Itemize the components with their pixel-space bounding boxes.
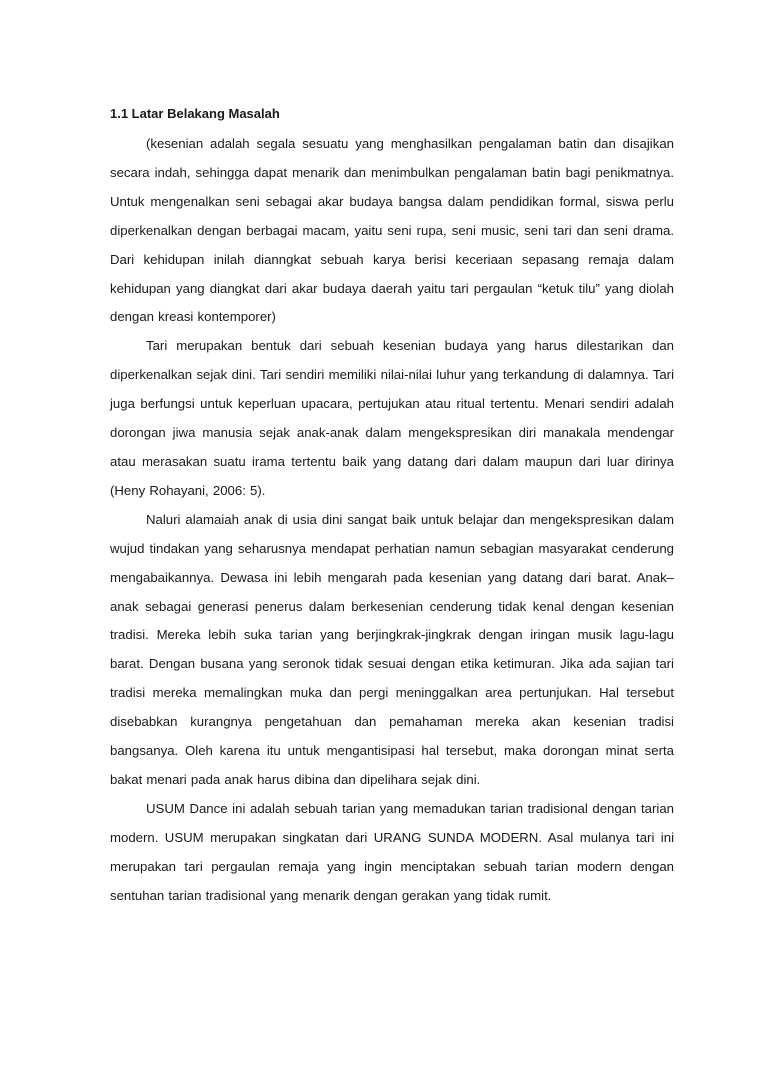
section-heading: 1.1 Latar Belakang Masalah <box>110 106 280 121</box>
document-page <box>110 104 674 910</box>
paragraph-4: USUM Dance ini adalah sebuah tarian yang memadukan tarian tradisional dengan tarian modern. USUM merupakan singkatan dari URANG SUNDA MODERN. Asal mulanya tari ini merupakan tari pergaulan remaja yang ingin menciptakan sebuah tarian modern dengan sentuhan tarian tradisional yang menarik dengan gerakan yang tidak rumit. <box>110 800 674 903</box>
paragraph-2: Tari merupakan bentuk dari sebuah kesenian budaya yang harus dilestarikan dan diperkenalkan sejak dini. Tari sendiri memiliki nilai-nilai luhur yang terkandung di dalamnya. Tari juga berfungsi untuk keperluan upacara, pertujukan atau ritual tertentu. Menari sendiri adalah dorongan jiwa manusia sejak anak-anak dalam mengekspresikan diri manakala mendengar atau merasakan suatu irama tertentu baik yang datang dari dalam maupun dari luar dirinya (Heny Rohayani, 2006: 5). <box>110 338 674 498</box>
paragraph-1: (kesenian adalah segala sesuatu yang menghasilkan pengalaman batin dan disajikan secara indah, sehingga dapat menarik dan menimbulkan pengalaman batin bagi penikmatnya. Untuk mengenalkan seni sebagai akar budaya bangsa dalam pendidikan formal, siswa perlu diperkenalkan dengan berbagai macam, yaitu seni rupa, seni music, seni tari dan seni drama. Dari kehidupan inilah dianngkat sebuah karya berisi keceriaan sepasang remaja dalam kehidupan yang diangkat dari akar budaya daerah yaitu tari pergaulan “ketuk tilu” yang diolah dengan kreasi kontemporer) <box>110 136 674 325</box>
paragraph-3: Naluri alamaiah anak di usia dini sangat baik untuk belajar dan mengekspresikan dalam wujud tindakan yang seharusnya mendapat perhatian namun sebagian masyarakat cenderung mengabaikannya. Dewasa ini lebih mengarah pada kesenian yang datang dari barat. Anak–anak sebagai generasi penerus dalam berkesenian cenderung tidak kenal dengan kesenian tradisi. Mereka lebih suka tarian yang berjingkrak-jingkrak dengan iringan musik lagu-lagu barat. Dengan busana yang seronok tidak sesuai dengan etika ketimuran. Jika ada sajian tari tradisi mereka memalingkan muka dan pergi meninggalkan area pertunjukan. Hal tersebut disebabkan kurangnya pengetahuan dan pemahaman mereka akan kesenian tradisi bangsanya. Oleh karena itu untuk mengantisipasi hal tersebut, maka dorongan minat serta bakat menari pada anak harus dibina dan dipelihara sejak dini. <box>110 511 674 787</box>
